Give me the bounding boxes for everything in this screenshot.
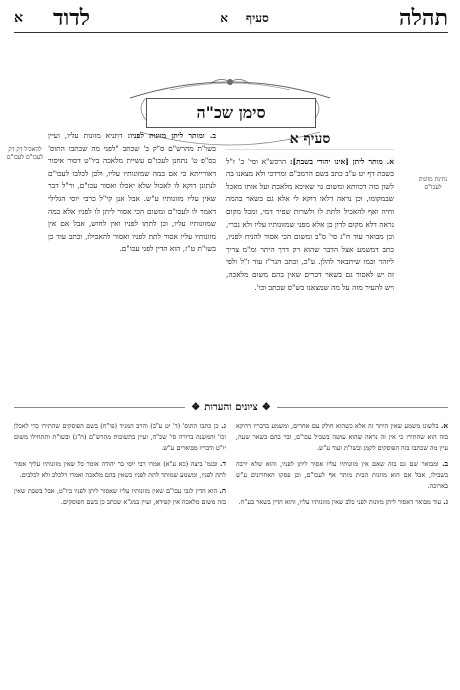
- paragraph-b-heading: ב. ומותר ליתן מזונות לפניו:: [127, 131, 216, 140]
- notes-column-left: [14, 420, 226, 682]
- note-text: כן כתבו התוס' (ד' יט ע"ב) והרב המגיד (פי"ח) בשם הפוסקים שהתירו כדי לאכלן וכו' והמשנה ברורה סי' שכ"ה, ועיין בתשובות מהרש"ם (ח"ג) ובשו"ת ותתחילו משום יו"ט ודבריו מבוארים ע"ש.: [14, 422, 226, 452]
- note-text: ומבואר שם גם בזה שאם אין מזונותיו עליו אסור ליתן לפניו, והוא שלא ירבה בשבילו, אבל אם הוא מזונות הבית מותר אף לעכו"ם, וכן פסקו האחרונים ע"ש בארוכה.: [236, 460, 448, 490]
- note-head: א.: [440, 421, 448, 430]
- main-column-right: [226, 130, 394, 390]
- notes-divider: [14, 400, 448, 414]
- seif-label: סעיף: [245, 10, 269, 25]
- main-text: [48, 130, 394, 390]
- siman-title: סימן שכ"ה: [146, 98, 316, 128]
- notes-column-right: [236, 420, 448, 682]
- note-paragraph: [236, 458, 448, 492]
- note-text: עוד מבואר דאסור ליתן מזונות לפני כלב שאין מזונותיו עליו, והוא הדין בשאר בע"ח.: [238, 498, 442, 506]
- note-paragraph: [236, 496, 448, 508]
- notes-title: ציונים והערות: [204, 401, 258, 413]
- note-text: ובגמ' ביצה (כא ע"א) אמרו רבי יוסי בר יהודה אומר כל שאין מזונותיו עליך אסור לתת לפניו, ומשמע שמותר לתת לפניו כשאין בהם מלאכה ואמרו דלכלב ולא לכלבים.: [14, 460, 226, 479]
- book-title-left: לדוד: [53, 5, 91, 31]
- note-text: הוא הדין לגבי עכו"ם שאין מזונותיו עליו שאסור ליתן לפניו ביו"ט, אבל בשבת שאין בזה משום מלאכה אין קפידא, ועיין במג"א שכתב כן בשם הפוסקים.: [14, 487, 226, 506]
- main-column-left: [48, 130, 216, 390]
- divider-line-right: [277, 407, 448, 408]
- note-head: ה.: [219, 486, 226, 495]
- seif-heading: סעיף א: [226, 133, 394, 150]
- notes-section: [14, 420, 448, 682]
- paragraph-a-text: הרכש"א וסי' ב' ז"ל בשבת דף יט ע"ב כתב בשם הרמב"ם ומרדכי ולא מצאנו בה לשון כזה דכוותא ומשום גוי שאיכא מלאכת ועל אותו מאכל שבמקומו, וכן נראה דלאו דוקא לי אלא גם בשאר בהמה וחיה ואף להאכיל ולתת לו ולשרות שפיר דמי, ומכל מקום נראה דלא מקום לדון כן אלא מפני שמזונותיו עליו ולא נכרי, וכן מבואר עוד ח"ג סי' ס"ב ומשום הכי אסור להניח לפניו, כתב דמשמע אצל הדבר שהוא רק דרך היתר ומ"מ צריך ליזהר וכמו שיתבאר להלן. ע"כ, וכתב הגר"ז עוד ז"ל ולפי זה יש לאסור גם בשאר דברים שאין בהם משום מלאכה, ויש להעיר מזה על מה שמצאנו בש"ס שכתב וכו'.: [226, 156, 394, 292]
- note-head: ד.: [220, 459, 226, 468]
- margin-note-right: נתינת מזונות לעכו"ם: [418, 176, 448, 191]
- note-paragraph: [14, 485, 226, 508]
- header-left-group: [14, 5, 90, 31]
- note-head: ב.: [442, 459, 448, 468]
- running-header: [14, 4, 448, 33]
- margin-note-left: להאכיל דק דק לעכו"ם לעכו"ם: [6, 146, 44, 161]
- paragraph-a-heading: א. מותר ליתן [אינו יהודי בשבת]:: [289, 156, 394, 166]
- note-paragraph: [14, 458, 226, 481]
- page-letter: א: [14, 9, 24, 26]
- note-text: בלשונו משמע שאין היתר זה אלא כשהוא חולק עם אחרים, ומשמע בדבריו דדוקא בזה הוא שהתירו כי אין זה נראה שהוא עושה בשביל עכו"ם, ובר בהם בשאר שעה, עיין מה שכתבו בזה הפוסקים לקמן ובשו"ת ועוד ע"ש.: [236, 422, 448, 452]
- seif-letter: א: [220, 10, 228, 25]
- note-paragraph: [14, 420, 226, 454]
- book-title-right: תהלה: [398, 5, 448, 31]
- diamond-ornament-icon: ❖: [191, 401, 201, 413]
- note-paragraph: [236, 420, 448, 454]
- note-head: ג.: [443, 497, 448, 506]
- divider-line-left: [14, 407, 185, 408]
- notes-title-wrap: [185, 402, 277, 413]
- note-head: ג.: [221, 421, 226, 430]
- paragraph-b-text: דתניא מזונות עליו, ועיין בשו"ת מהרש"ם ס"ק ב' שכתב "לפני מה שכתבו התוס' בס"פ ט' נתחנן לעכו"ם עשיית מלאכה ביו"ט דסור איסור דאורייתא כי אם במה שמזונותיו עליו, ולכן לכלבו לעכו"ם לנתונן דוקא לו לאכול שלא יאכלו ואסור עכו"ם, ור"ל דבר שאין עליו מזונותיו ע"ש. אבל אנן קי"ל כרבי יוסי הגלילי דאמר לו לעכו"ם ומשום הכי אסור ליתן לו לפניו אלא במה שמזונותיו עליו, וכן לתתו לפניו ואין לחוש, אבל אם אין מזונותיו עליו אסור לתת לפניו ואסור להאכילו, וכתב עוד כן בשו"ת ט"ז, הוא הדין לפני עכו"ם.: [48, 131, 216, 254]
- diamond-ornament-icon: ❖: [261, 401, 271, 413]
- seif-indicator: [220, 11, 269, 26]
